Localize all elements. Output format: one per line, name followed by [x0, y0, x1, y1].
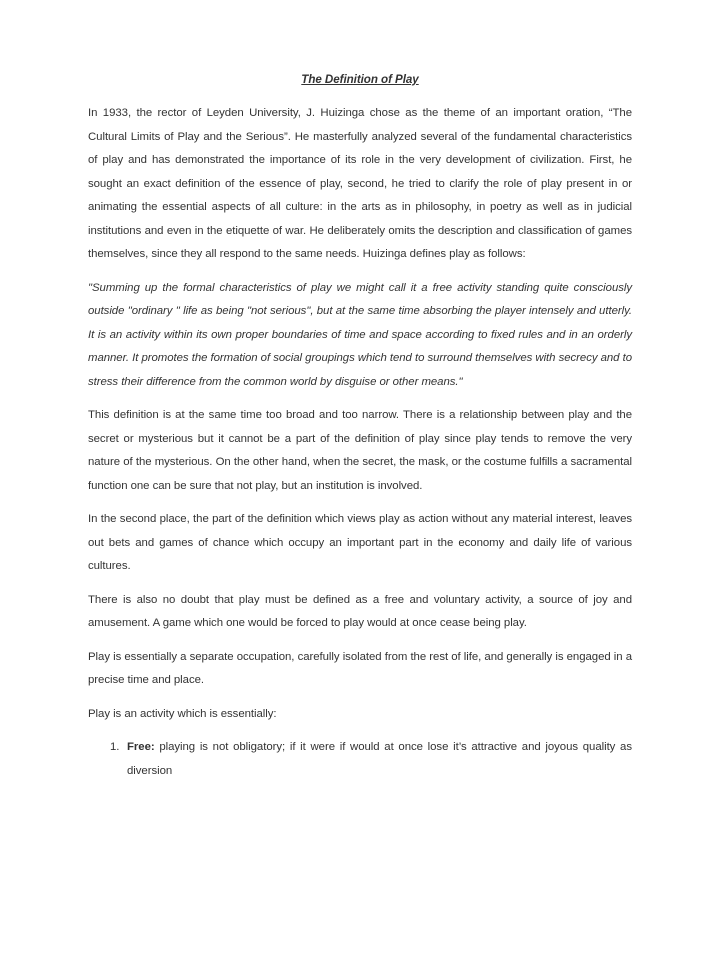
document-title: The Definition of Play — [301, 73, 419, 86]
paragraph-free-voluntary: There is also no doubt that play must be defined as a free and voluntary activity, a source of joy and amusement. A game which one would be forced to play would at once cease being play. — [88, 593, 632, 629]
list-item-body — [127, 736, 632, 783]
paragraph-list-intro: Play is an activity which is essentially: — [88, 707, 277, 720]
paragraph-intro: In 1933, the rector of Leyden University, J. Huizinga chose as the theme of an important oration, “The Cultural Limits of Play and the Serious”. He masterfully analyzed several of the fundamental characteristics of play and has demonstrated the importance of its role in the very development of civilization. First, he sought an exact definition of the essence of play, second, he tried to clarify the role of play present in or animating the essential aspects of all culture: in the arts as in philosophy, in poetry as well as in judicial institutions and even in the etiquette of war. He deliberately omits the description and classification of games themselves, since they all respond to the same needs. Huizinga defines play as follows: — [88, 107, 632, 260]
characteristics-list — [88, 736, 632, 783]
list-item — [88, 736, 632, 783]
paragraph-material-interest: In the second place, the part of the definition which views play as action without any material interest, leaves out bets and games of chance which occupy an important part in the economy and daily life of various cultures. — [88, 513, 632, 572]
list-item-number: 1. — [110, 741, 120, 753]
paragraph-huizinga-quote: "Summing up the formal characteristics of play we might call it a free activity standing quite consciously outside "ordinary " life as being "not serious", but at the same time absorbing the player intensely and utterly. It is an activity within its own proper boundaries of time and space according to fixed rules and in an orderly manner. It promotes the formation of social groupings which tend to surround themselves with secrecy and to stress their difference from the common world by disguise or other means." — [88, 281, 632, 388]
paragraph-separate-occupation: Play is essentially a separate occupation, carefully isolated from the rest of life, and generally is engaged in a precise time and place. — [88, 650, 632, 686]
list-item-term: Free: — [127, 741, 155, 753]
paragraph-definition-critique: This definition is at the same time too broad and too narrow. There is a relationship between play and the secret or mysterious but it cannot be a part of the definition of play since play tends to remove the very nature of the mysterious. On the other hand, when the secret, the mask, or the costume fulfills a sacramental function one can be sure that not play, but an institution is involved. — [88, 409, 632, 492]
document-page — [88, 70, 632, 783]
list-item-text: playing is not obligatory; if it were if would at once lose it’s attractive and joyous quality as diversion — [127, 741, 632, 777]
